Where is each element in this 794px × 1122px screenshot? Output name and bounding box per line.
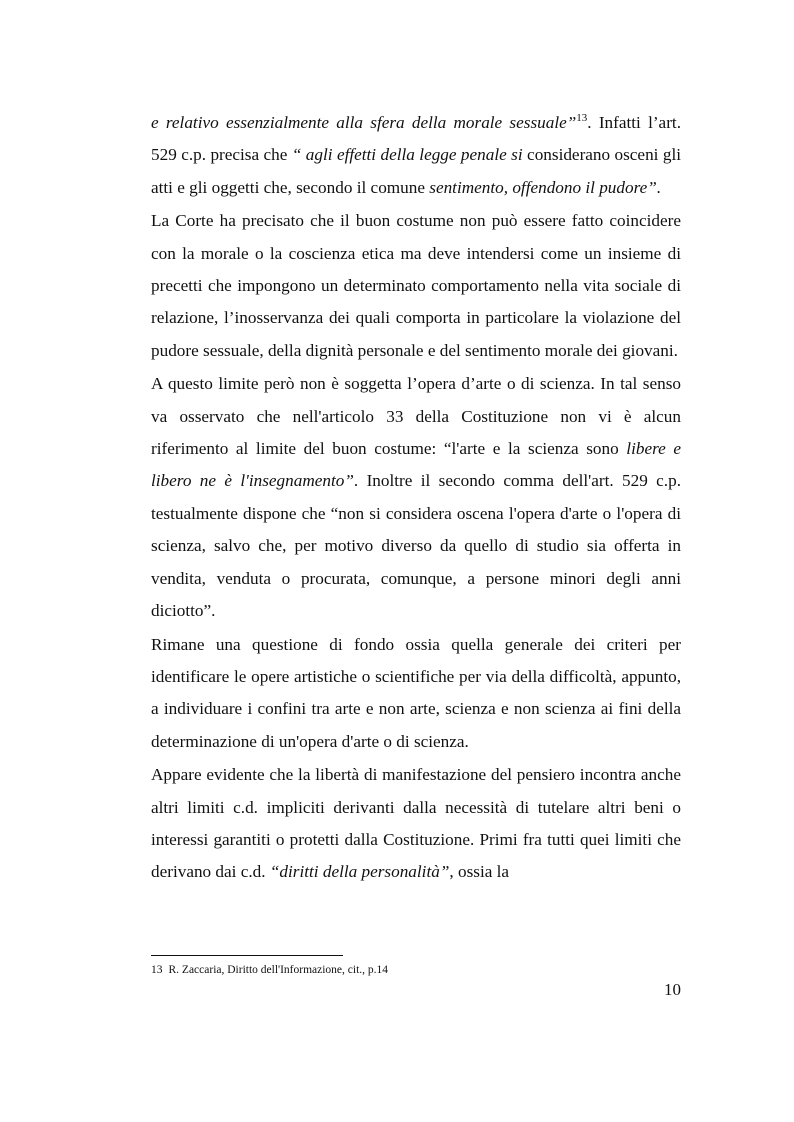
- body-text-run: La Corte ha precisato che il buon costume non può essere fatto coincidere con la morale o la coscienza etica ma deve intendersi come un insieme di precetti che impongono un determinato comportamento nella vita sociale di relazione, l’inosservanza dei quali comporta in particolare la violazione del pudore sessuale, della dignità personale e del sentimento morale dei giovani.: [151, 211, 681, 360]
- body-text: [151, 107, 681, 889]
- body-text-run: A questo limite però non è soggetta l’opera d’arte o di scienza. In tal senso va osservato che nell'articolo 33 della Costituzione non vi è alcun riferimento al limite del buon costume: “l'arte e la scienza sono: [151, 374, 681, 459]
- paragraph-2: [151, 205, 681, 367]
- quote-text: sentimento, offendono il pudore”.: [429, 177, 662, 197]
- body-text-run: , ossia la: [449, 862, 510, 882]
- quote-text: “ agli effetti della legge penale si: [291, 145, 523, 165]
- body-text-run: considerano osceni gli atti e gli oggetti che, secondo il comune: [151, 145, 681, 197]
- footnote-number: 13: [151, 964, 163, 976]
- paragraph-3: [151, 368, 681, 627]
- paragraph-4: [151, 629, 681, 759]
- body-text-run: . Infatti l’art. 529 c.p. precisa che: [151, 113, 681, 165]
- quote-text: “diritti della personalità”: [269, 862, 450, 882]
- page-number: 10: [664, 980, 681, 999]
- quote-text: e relativo essenzialmente alla sfera della morale sessuale”: [151, 113, 577, 132]
- quote-text: libere e libero ne è l'insegnamento”: [151, 439, 681, 491]
- body-text-run: . Inoltre il secondo comma dell'art. 529 c.p. testualmente dispone che “non si considera oscena l'opera d'arte o l'opera di scienza, salvo che, per motivo diverso da quello di studio sia offerta in vendita, venduta o procurata, comunque, a persone minori degli anni diciotto”.: [151, 471, 681, 621]
- footnote-reference[interactable]: 13: [576, 112, 588, 124]
- footnote-text: R. Zaccaria, Diritto dell'Informazione, cit., p.14: [168, 964, 389, 976]
- body-text-run: Appare evidente che la libertà di manifestazione del pensiero incontra anche altri limiti c.d. impliciti derivanti dalla necessità di tutelare altri beni o interessi garantiti o protetti dalla Costituzione. Primi fra tutti quei limiti che derivano dai c.d.: [151, 765, 681, 882]
- footnote: [151, 962, 388, 978]
- paragraph-5: [151, 759, 681, 889]
- footnote-separator: [151, 955, 343, 956]
- body-text-run: Rimane una questione di fondo ossia quella generale dei criteri per identificare le opere artistiche o scientifiche per via della difficoltà, appunto, a individuare i confini tra arte e non arte, scienza e non scienza ai fini della determinazione di un'opera d'arte o di scienza.: [151, 634, 681, 751]
- paragraph-1: [151, 107, 681, 204]
